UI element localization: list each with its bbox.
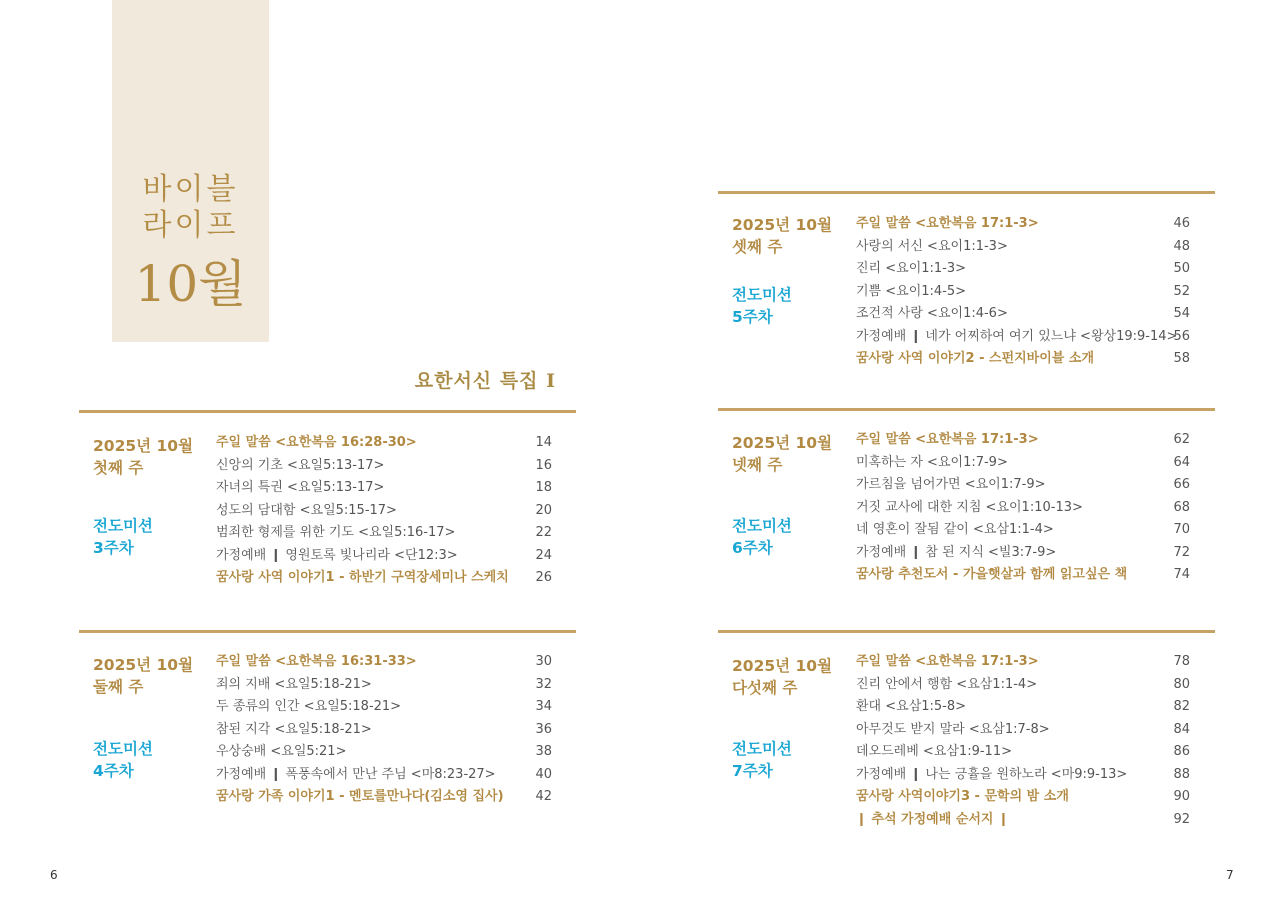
- toc-entry[interactable]: [856, 719, 1190, 742]
- toc-entry-title: 우상숭배 <요일5:21>: [216, 744, 347, 759]
- toc-entry[interactable]: [856, 786, 1190, 809]
- toc-entry[interactable]: [216, 674, 552, 697]
- mission-label: [732, 738, 792, 782]
- toc-entry[interactable]: [856, 213, 1190, 236]
- toc-entry[interactable]: [216, 500, 552, 523]
- toc-entry-title: 네 영혼이 잘됨 같이 <요삼1:1-4>: [856, 522, 1054, 537]
- toc-entry[interactable]: [856, 809, 1190, 832]
- toc-entry-page: 82: [1173, 699, 1190, 714]
- toc-entry-page: 30: [535, 654, 552, 669]
- special-feature-title: 요한서신 특집 Ⅰ: [414, 370, 556, 392]
- toc-entry-title: 진리 <요이1:1-3>: [856, 261, 967, 276]
- week-label-line: 2025년 10월: [93, 437, 194, 455]
- toc-entry[interactable]: [856, 281, 1190, 304]
- toc-entry-page: 22: [535, 525, 552, 540]
- toc-entry-title: 자녀의 특권 <요일5:13-17>: [216, 480, 385, 495]
- toc-entry[interactable]: [216, 567, 552, 590]
- toc-entry-title: 주일 말씀 <요한복음 17:1-3>: [856, 216, 1039, 231]
- toc-entry-title: 꿈사랑 사역 이야기2 - 스펀지바이블 소개: [856, 351, 1094, 366]
- mission-label-line: 전도미션: [93, 517, 153, 535]
- section-divider: [718, 630, 1215, 633]
- toc-entry-title: 거짓 교사에 대한 지침 <요이1:10-13>: [856, 499, 1083, 515]
- mission-label-line: 7주차: [732, 762, 773, 780]
- toc-entry-title: 두 종류의 인간 <요일5:18-21>: [216, 699, 402, 714]
- week-label-line: 셋째 주: [732, 238, 783, 256]
- toc-entry-page: 46: [1173, 216, 1190, 231]
- toc-entry[interactable]: [856, 258, 1190, 281]
- toc-entries: [856, 429, 1190, 587]
- toc-entry-page: 26: [535, 570, 552, 585]
- toc-entry[interactable]: [856, 497, 1190, 520]
- toc-entry[interactable]: [216, 696, 552, 719]
- toc-entry[interactable]: [856, 564, 1190, 587]
- toc-entry[interactable]: [856, 474, 1190, 497]
- toc-entry[interactable]: [856, 348, 1190, 371]
- mission-label-line: 전도미션: [93, 740, 153, 758]
- mission-label: [93, 738, 153, 782]
- section-divider: [79, 630, 576, 633]
- toc-entry-title: 주일 말씀 <요한복음 16:31-33>: [216, 654, 417, 669]
- toc-entry-page: 78: [1173, 654, 1190, 669]
- toc-entry[interactable]: [856, 741, 1190, 764]
- toc-entry-title: 데오드레베 <요삼1:9-11>: [856, 744, 1012, 759]
- title-block: [112, 0, 269, 342]
- week-label: [93, 654, 193, 698]
- mission-label-line: 6주차: [732, 539, 773, 557]
- toc-entry-page: 72: [1173, 544, 1190, 560]
- toc-entry[interactable]: [216, 522, 552, 545]
- toc-entry-title: 기쁨 <요이1:4-5>: [856, 283, 967, 299]
- section-divider: [79, 410, 576, 413]
- toc-entry-title: 꿈사랑 사역이야기3 - 문학의 밤 소개: [856, 789, 1069, 804]
- toc-entry-page: 70: [1173, 522, 1190, 537]
- toc-entry-page: 38: [535, 744, 552, 759]
- toc-entry-title: 환대 <요삼1:5-8>: [856, 699, 967, 714]
- mission-label: [93, 515, 153, 559]
- toc-entry[interactable]: [856, 303, 1190, 326]
- toc-entry-title: 죄의 지배 <요일5:18-21>: [216, 676, 372, 692]
- toc-entry[interactable]: [216, 764, 552, 787]
- title-month: 10월: [134, 255, 247, 313]
- toc-entry-title: 참된 지각 <요일5:18-21>: [216, 721, 372, 737]
- week-label-line: 다섯째 주: [732, 679, 798, 697]
- page-number-left: 6: [50, 868, 58, 882]
- toc-entry-page: 64: [1173, 454, 1190, 470]
- toc-entry[interactable]: [216, 719, 552, 742]
- toc-entry-page: 48: [1173, 238, 1190, 254]
- week-label: [732, 214, 832, 258]
- toc-entry-page: 40: [535, 766, 552, 782]
- toc-entry[interactable]: [856, 429, 1190, 452]
- toc-entry[interactable]: [216, 651, 552, 674]
- toc-entry-title: 가정예배 ❙ 영원토록 빛나리라 <단12:3>: [216, 547, 458, 563]
- toc-entry[interactable]: [856, 452, 1190, 475]
- toc-entry-title: 진리 안에서 행함 <요삼1:1-4>: [856, 676, 1038, 692]
- toc-entries: [216, 432, 552, 590]
- toc-entry-title: 범죄한 형제를 위한 기도 <요일5:16-17>: [216, 525, 456, 540]
- week-label-line: 첫째 주: [93, 459, 144, 477]
- toc-entry-title: 주일 말씀 <요한복음 17:1-3>: [856, 654, 1039, 669]
- toc-entry-page: 58: [1173, 351, 1190, 366]
- toc-entry-page: 52: [1173, 283, 1190, 299]
- toc-entry[interactable]: [856, 764, 1190, 787]
- mission-label: [732, 515, 792, 559]
- toc-entry-page: 32: [535, 676, 552, 692]
- toc-entry-page: 18: [535, 480, 552, 495]
- mission-label-line: 3주차: [93, 539, 134, 557]
- toc-entry-page: 86: [1173, 744, 1190, 759]
- toc-entry-title: 가정예배 ❙ 나는 긍휼을 원하노라 <마9:9-13>: [856, 766, 1128, 782]
- toc-entry[interactable]: [216, 432, 552, 455]
- toc-entry-page: 42: [535, 789, 552, 804]
- toc-entry-page: 24: [535, 547, 552, 563]
- page-number-right: 7: [1226, 868, 1234, 882]
- week-label-line: 2025년 10월: [732, 216, 833, 234]
- toc-entry[interactable]: [856, 651, 1190, 674]
- toc-entry-page: 34: [535, 699, 552, 714]
- toc-entry-title: 아무것도 받지 말라 <요삼1:7-8>: [856, 721, 1050, 737]
- toc-entry-title: 꿈사랑 가족 이야기1 - 멘토를만나다(김소영 집사): [216, 789, 504, 804]
- toc-entry[interactable]: [216, 545, 552, 568]
- toc-entry[interactable]: [216, 786, 552, 809]
- week-label-line: 2025년 10월: [732, 434, 833, 452]
- week-label-line: 넷째 주: [732, 456, 783, 474]
- toc-entries: [856, 651, 1190, 831]
- mission-label-line: 5주차: [732, 308, 773, 326]
- week-label: [732, 655, 832, 699]
- toc-entry[interactable]: [856, 519, 1190, 542]
- toc-entry-page: 36: [535, 721, 552, 737]
- mission-label-line: 전도미션: [732, 740, 792, 758]
- toc-entry-title: 가정예배 ❙ 폭풍속에서 만난 주님 <마8:23-27>: [216, 766, 496, 782]
- toc-entry-title: 꿈사랑 추천도서 - 가을햇살과 함께 읽고싶은 책: [856, 567, 1128, 582]
- mission-label-line: 전도미션: [732, 286, 792, 304]
- toc-entry-page: 20: [535, 502, 552, 518]
- toc-entry-title: 가르침을 넘어가면 <요이1:7-9>: [856, 477, 1046, 492]
- title-line-2: 라이프: [142, 208, 239, 243]
- toc-entry[interactable]: [216, 477, 552, 500]
- toc-entry[interactable]: [216, 741, 552, 764]
- week-label-line: 둘째 주: [93, 678, 144, 696]
- week-label: [93, 435, 193, 479]
- toc-entry-title: 성도의 담대함 <요일5:15-17>: [216, 502, 397, 518]
- toc-entry-title: 사랑의 서신 <요이1:1-3>: [856, 238, 1008, 254]
- toc-entry-page: 14: [535, 435, 552, 450]
- toc-entry-page: 74: [1173, 567, 1190, 582]
- toc-entry-title: 신앙의 기초 <요일5:13-17>: [216, 457, 385, 473]
- toc-entry[interactable]: [856, 696, 1190, 719]
- toc-entry-title: 가정예배 ❙ 참 된 지식 <빌3:7-9>: [856, 544, 1057, 560]
- title-line-1: 바이블: [142, 172, 239, 207]
- section-divider: [718, 191, 1215, 194]
- toc-entry-title: 주일 말씀 <요한복음 16:28-30>: [216, 435, 417, 450]
- mission-label-line: 4주차: [93, 762, 134, 780]
- toc-entry-page: 56: [1173, 328, 1190, 344]
- toc-entry[interactable]: [856, 236, 1190, 259]
- toc-entry-page: 68: [1173, 499, 1190, 515]
- mission-label-line: 전도미션: [732, 517, 792, 535]
- toc-entries: [216, 651, 552, 809]
- toc-entry-page: 92: [1173, 811, 1190, 827]
- toc-entry-page: 66: [1173, 477, 1190, 492]
- toc-entry[interactable]: [856, 326, 1190, 349]
- toc-entry[interactable]: [216, 455, 552, 478]
- toc-entry-title: 조건적 사랑 <요이1:4-6>: [856, 306, 1008, 321]
- toc-entry-title: 가정예배 ❙ 네가 어찌하여 여기 있느냐 <왕상19:9-14>: [856, 328, 1178, 344]
- toc-entry-page: 54: [1173, 306, 1190, 321]
- week-label-line: 2025년 10월: [732, 657, 833, 675]
- toc-entry-page: 84: [1173, 721, 1190, 737]
- toc-entry-title: 미혹하는 자 <요이1:7-9>: [856, 454, 1008, 470]
- toc-entry-page: 62: [1173, 432, 1190, 447]
- toc-entry[interactable]: [856, 674, 1190, 697]
- toc-entry-page: 16: [535, 457, 552, 473]
- week-label: [732, 432, 832, 476]
- toc-entry-page: 88: [1173, 766, 1190, 782]
- toc-entry-page: 90: [1173, 789, 1190, 804]
- mission-label: [732, 284, 792, 328]
- toc-entry-title: 주일 말씀 <요한복음 17:1-3>: [856, 432, 1039, 447]
- week-label-line: 2025년 10월: [93, 656, 194, 674]
- toc-entry-title: 꿈사랑 사역 이야기1 - 하반기 구역장세미나 스케치: [216, 570, 509, 585]
- toc-entry-page: 80: [1173, 676, 1190, 692]
- toc-entries: [856, 213, 1190, 371]
- toc-entry-page: 50: [1173, 261, 1190, 276]
- toc-entry-title: ❙ 추석 가정예배 순서지 ❙: [856, 811, 1009, 827]
- section-divider: [718, 408, 1215, 411]
- toc-entry[interactable]: [856, 542, 1190, 565]
